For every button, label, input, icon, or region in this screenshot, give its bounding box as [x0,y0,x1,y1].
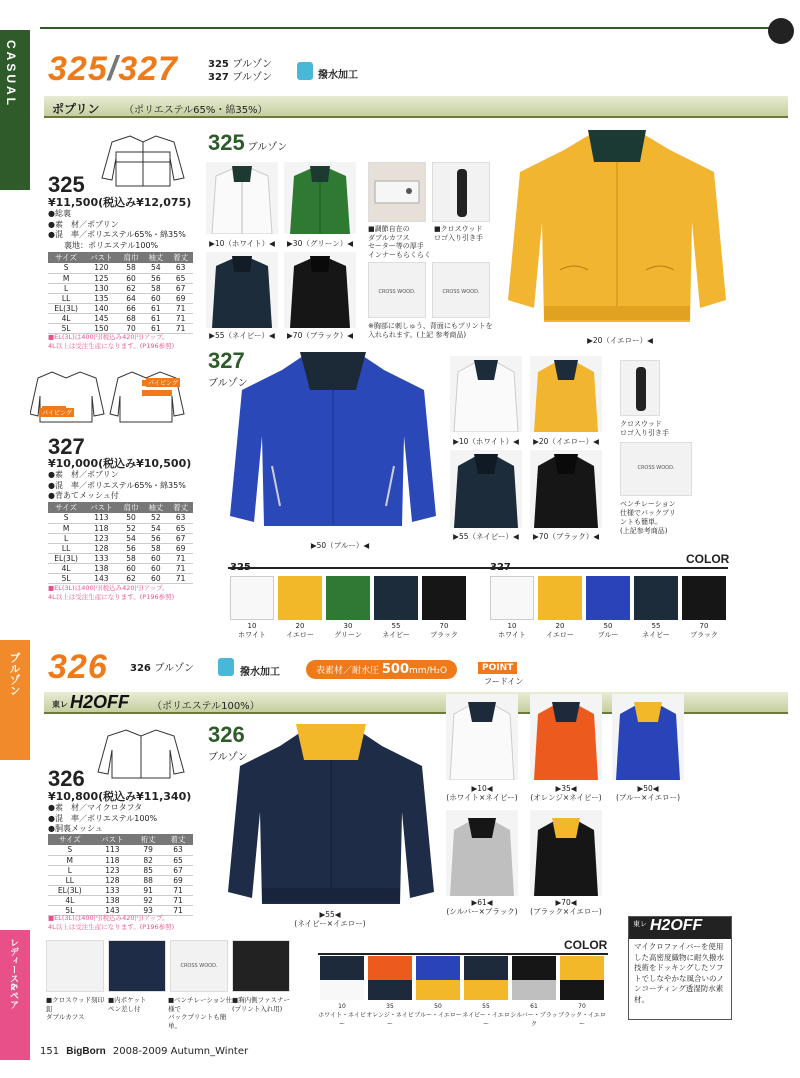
material-maker: 東レ [52,700,68,709]
material-composition: （ポリエステル65%・綿35%） [124,105,268,116]
gallery-326-num: 326 [208,722,245,747]
sub-line-326 [130,662,194,675]
table-row: S 113 79 63 [48,845,193,855]
th: 着丈 [163,834,193,845]
detail-326-chest-zip-photo [232,940,290,992]
brand-mark: CROSS WOOD. [180,963,218,969]
color-327-swatch-caption: 10 ホワイト [498,622,526,639]
th: 肩巾 [119,502,144,513]
color-326-swatch-70 [560,956,604,1000]
model-326-specs [48,803,157,835]
color-325-swatch-30 [326,576,370,620]
color-326-swatch-50 [416,956,460,1000]
note: 4L以上は受注生産になります。(P196参照) [48,342,175,350]
color-327-swatch-10 [490,576,534,620]
gallery-327-txt: ブルゾン [208,378,248,389]
gallery-327-num: 327 [208,348,245,373]
table-row: M 118 82 65 [48,855,193,865]
side-tab-blouson-label: ブルゾン [8,652,21,696]
material-bar-poplin [44,96,788,118]
color-327-swatch-55 [634,576,678,620]
detail-326-pocket-text: ■内ポケット ペン差し付 [108,996,147,1013]
color-327-swatch-70 [682,576,726,620]
color-325-swatch-caption: 30 グリーン [334,622,362,639]
caption-327-navy: ▶55（ネイビー）◀ [453,532,519,541]
model-326-notes [48,914,174,932]
color-326-swatch-55 [464,956,508,1000]
table-row: S 113 50 52 63 [48,513,193,523]
table-row: L 130 62 58 67 [48,283,193,293]
side-tab-ladies-label: レディース&ペア [8,938,18,1009]
piping-label-front: パイピング [42,410,72,417]
detail-327-ventilation-photo [620,442,692,496]
th: 袖丈 [143,252,168,263]
th: バスト [84,502,119,513]
gallery-326-txt: ブルゾン [208,752,248,763]
zipper-pull-illustration [433,163,490,222]
corner-dot [768,18,794,44]
color-label-327: 327 [490,562,511,573]
th: サイズ [48,834,92,845]
spec-line: ●素 材／ポプリン [48,219,119,229]
jacket-327-yellow-photo [530,356,602,432]
brand-mark: CROSS WOOD. [378,289,416,295]
gallery-325-label [208,130,287,156]
brand-mark: CROSS WOOD. [442,289,480,295]
model-327-price: ¥10,000(税込み¥10,500) [48,457,192,470]
color-325-swatch-70 [422,576,466,620]
th: サイズ [48,502,84,513]
color-326-swatch-35 [368,956,412,1000]
point-badge: POINT [478,662,517,674]
caption-326-white: ▶10◀ (ホワイト×ネイビー) [446,784,518,802]
jacket-327-navy-photo [450,450,522,528]
jacket-326-silver-photo [446,810,518,896]
jacket-327-line-drawing [30,366,190,426]
caption-326-navy-main: ▶55◀ (ネイビー×イエロー) [294,910,366,928]
jacket-326-orange-photo [530,694,602,780]
spec-line: ●混 率／ポリエステル65%・綿35% [48,230,186,239]
print-note-text: ※胸部に刺しゅう、背面にもプリントを 入れられます。(上記 参考商品) [368,322,493,339]
color-327-swatch-caption: 55 ネイビー [642,622,670,639]
jacket-326-line-drawing [96,724,186,780]
jacket-325-line-drawing [100,132,186,190]
color-rule-2 [318,953,608,955]
color-heading-1: COLOR [686,552,730,566]
color-325-swatch-caption: 55 ネイビー [382,622,410,639]
title-327: 327 [118,50,178,88]
caption-325-navy: ▶55（ネイビー）◀ [209,331,275,340]
color-heading-2: COLOR [564,938,608,952]
caption-327-white: ▶10（ホワイト）◀ [453,437,519,446]
color-326-swatch-caption: 50 ブルー・イエロー [414,1003,462,1019]
section-title-326: 326 [48,648,108,686]
jacket-325-yellow-main-photo [504,122,730,332]
color-326-swatch-10 [320,956,364,1000]
sub-325-txt: ブルゾン [232,59,272,70]
table-row: 5L 150 70 61 71 [48,323,193,333]
table-row: 4L 145 68 61 71 [48,313,193,323]
detail-326-cuff-photo [46,940,104,992]
table-row: M 118 52 54 65 [48,523,193,533]
table-row: EL(3L) 133 91 71 [48,885,193,895]
side-tab-casual [0,30,30,190]
model-327-specs [48,470,186,502]
material-name: ポプリン [52,102,100,116]
piping-label-back: パイピング [148,380,178,387]
th: バスト [92,834,134,845]
detail-327-ventilation-text: ベンチレーション 仕様でバックプリ ントも簡単。 (上記参考商品) [620,500,676,535]
detail-326-zip-text: ■胸内側ファスナー (プリント入れ用) [232,996,290,1013]
caption-325-yellow-main: ▶20（イエロー）◀ [587,336,653,345]
jacket-326-blue-photo [612,694,684,780]
detail-zipper-pull-photo [432,162,490,222]
sub-327-num: 327 [208,72,229,83]
caption-325-white: ▶10（ホワイト）◀ [209,239,275,248]
table-row: 5L 143 93 71 [48,905,193,915]
jacket-325-green-photo [284,162,356,234]
section-title-325-327 [48,50,178,89]
color-325-swatch-caption: 20 イエロー [286,622,314,639]
jacket-326-white-photo [446,694,518,780]
table-row: 5L 143 62 60 71 [48,573,193,583]
color-327-swatch-20 [538,576,582,620]
detail-326-ventilation-photo [170,940,228,992]
note: 4L以上は受注生産になります。(P196参照) [48,593,175,601]
spec-line: ●背あてメッシュ付 [48,491,119,500]
model-326-number: 326 [48,766,85,791]
th: 着丈 [168,502,193,513]
feature-water-repellent: 撥水加工 [318,70,358,81]
caption-327-blue-main: ▶50（ブルー）◀ [310,541,370,550]
color-326-swatch-caption: 70 ブラック・イエロー [558,1003,606,1028]
table-row: 4L 138 60 60 71 [48,563,193,573]
size-table-325 [48,252,193,334]
side-tab-blouson [0,640,30,760]
size-table-327 [48,502,193,584]
brand-name: BigBorn [66,1046,106,1057]
sub-327-txt: ブルゾン [232,72,272,83]
zipper-pull-illustration [621,361,660,416]
water-pressure-pill [306,660,457,679]
table-row: EL(3L) 133 58 60 71 [48,553,193,563]
th: サイズ [48,252,84,263]
page-number: 151 [40,1046,60,1057]
caption-325-green: ▶30（グリーン）◀ [287,239,353,248]
sub-326-txt: ブルゾン [154,663,194,674]
spec-line: ●混 率／ポリエステル100% [48,813,158,823]
jacket-325-black-photo [284,252,356,328]
spec-line: ●胴裏メッシュ [48,824,103,833]
jacket-327-black-photo [530,450,602,528]
pill-value: 500 [381,662,410,677]
color-326-swatch-caption: 61 シルバー・ブラック [510,1003,558,1028]
th: バスト [84,252,119,263]
color-label-325: 325 [230,562,251,573]
side-tab-casual-label: CASUAL [4,40,18,108]
material-composition-326: （ポリエステル100%） [152,701,260,712]
caption-327-yellow: ▶20（イエロー）◀ [533,437,599,446]
table-row: M 125 60 56 65 [48,273,193,283]
model-327-notes [48,584,174,602]
h2off-logo: H2OFF [70,692,130,712]
point-text-hood-in: フードイン [484,677,524,686]
note: 4L以上は受注生産になります。(P196参照) [48,923,175,931]
detail-zipper-text: ■クロスウッド ロゴ入り引き手 [434,225,483,242]
sub-lines-325-327 [208,58,272,84]
color-326-swatch-caption: 10 ホワイト・ネイビー [318,1003,366,1028]
jacket-327-blue-main-photo [226,346,440,536]
page-footer [40,1046,248,1057]
title-325: 325 [48,50,108,88]
caption-326-silver: ▶61◀ (シルバー×ブラック) [446,898,518,916]
caption-325-black: ▶70（ブラック）◀ [287,331,353,340]
water-repellent-icon [297,62,313,80]
model-326-price: ¥10,800(税込み¥11,340) [48,790,192,803]
table-row: 4L 138 92 71 [48,895,193,905]
table-row: S 120 58 54 63 [48,263,193,273]
color-326-swatch-61 [512,956,556,1000]
color-327-swatch-caption: 20 イエロー [546,622,574,639]
title-slash: / [107,50,119,88]
h2off-info-header [629,917,731,939]
spec-line: ●素 材／ポプリン [48,470,119,479]
spec-line: ●総裏 [48,209,71,218]
spec-line: ●素 材／マイクロタフタ [48,803,143,812]
th: 肩巾 [119,252,144,263]
gallery-325-num: 325 [208,130,245,155]
table-row: L 123 85 67 [48,865,193,875]
season-label: 2008-2009 Autumn_Winter [112,1046,249,1057]
table-row: LL 128 88 69 [48,875,193,885]
brand-mark: CROSS WOOD. [637,465,675,471]
jacket-326-navy-main-photo [222,720,440,912]
th: 袖丈 [143,502,168,513]
th: 着丈 [168,252,193,263]
table-row: LL 135 64 60 69 [48,293,193,303]
sub-325-num: 325 [208,59,229,70]
note: ■EL(3L)は400円(税込み420円)アップ。 [48,584,169,592]
detail-back-print-photo [432,262,490,318]
note: ■EL(3L)は400円(税込み420円)アップ。 [48,333,169,341]
color-325-swatch-55 [374,576,418,620]
color-rule-1 [228,567,728,569]
note: ■EL(3L)は400円(税込み420円)アップ。 [48,914,169,922]
detail-double-cuff-photo [368,162,426,222]
jacket-327-white-photo [450,356,522,432]
detail-chest-embroidery-photo [368,262,426,318]
spec-line: ●混 率／ポリエステル65%・綿35% [48,480,186,490]
detail-327-zipper-photo [620,360,660,416]
pill-label: 表素材／耐水圧 [316,666,382,676]
jacket-325-white-photo [206,162,278,234]
size-table-326 [48,834,193,916]
h2off-description: マイクロファイバーを使用した高密度織物に耐久撥水技術をドッキングしたソフトでしなやかな風合いのノンコーティング透湿防水素材。 [634,942,724,1004]
top-rule [40,27,780,29]
spec-line: 裏地：ポリエステル100% [48,240,159,250]
model-325-number: 325 [48,172,85,197]
h2off-info-box [628,916,732,1020]
model-325-specs [48,209,186,251]
detail-327-zipper-text: クロスウッド ロゴ入り引き手 [620,420,669,437]
caption-326-orange: ▶35◀ (オレンジ×ネイビー) [530,784,602,802]
detail-cuff-text: ■調節自在の ダブルカフス セーター等の厚手 インナーもらくらく [368,225,431,259]
color-325-swatch-caption: 10 ホワイト [238,622,266,639]
color-327-swatch-caption: 50 ブルー [597,622,619,639]
side-tab-ladies [0,930,30,1060]
water-repellent-icon [218,658,234,676]
color-327-swatch-50 [586,576,630,620]
detail-326-inner-pocket-photo [108,940,166,992]
jacket-325-navy-photo [206,252,278,328]
jacket-326-black-photo [530,810,602,896]
feature-water-repellent-326: 撥水加工 [240,667,280,678]
sub-326-num: 326 [130,663,151,674]
table-row: LL 128 56 58 69 [48,543,193,553]
cuff-illustration [369,163,426,222]
color-326-swatch-caption: 35 オレンジ・ネイビー [366,1003,414,1028]
model-327-number: 327 [48,434,85,459]
color-327-swatch-caption: 70 ブラック [690,622,718,639]
th: 裄丈 [133,834,163,845]
color-326-swatch-caption: 55 ネイビー・イエロー [462,1003,510,1028]
table-row: EL(3L) 140 66 61 71 [48,303,193,313]
h2off-box-logo: H2OFF [649,917,703,934]
caption-326-blue: ▶50◀ (ブルー×イエロー) [615,784,681,802]
color-325-swatch-caption: 70 ブラック [430,622,458,639]
h2off-maker: 東レ [633,920,647,928]
gallery-325-txt: ブルゾン [247,142,288,153]
model-325-price: ¥11,500(税込み¥12,075) [48,196,192,209]
detail-326-vent-text: ■ベンチレーション仕様で バックプリントも簡単。 [168,996,233,1030]
detail-326-cuff-text: ■クロスウッド刻印釦 ダブルカフス [46,996,105,1021]
color-325-swatch-20 [278,576,322,620]
pill-unit: mm/H₂O [409,666,448,676]
table-row: L 123 54 56 67 [48,533,193,543]
caption-326-black: ▶70◀ (ブラック×イエロー) [530,898,602,916]
caption-327-black: ▶70（ブラック）◀ [533,532,599,541]
color-325-swatch-10 [230,576,274,620]
model-325-notes [48,333,174,351]
